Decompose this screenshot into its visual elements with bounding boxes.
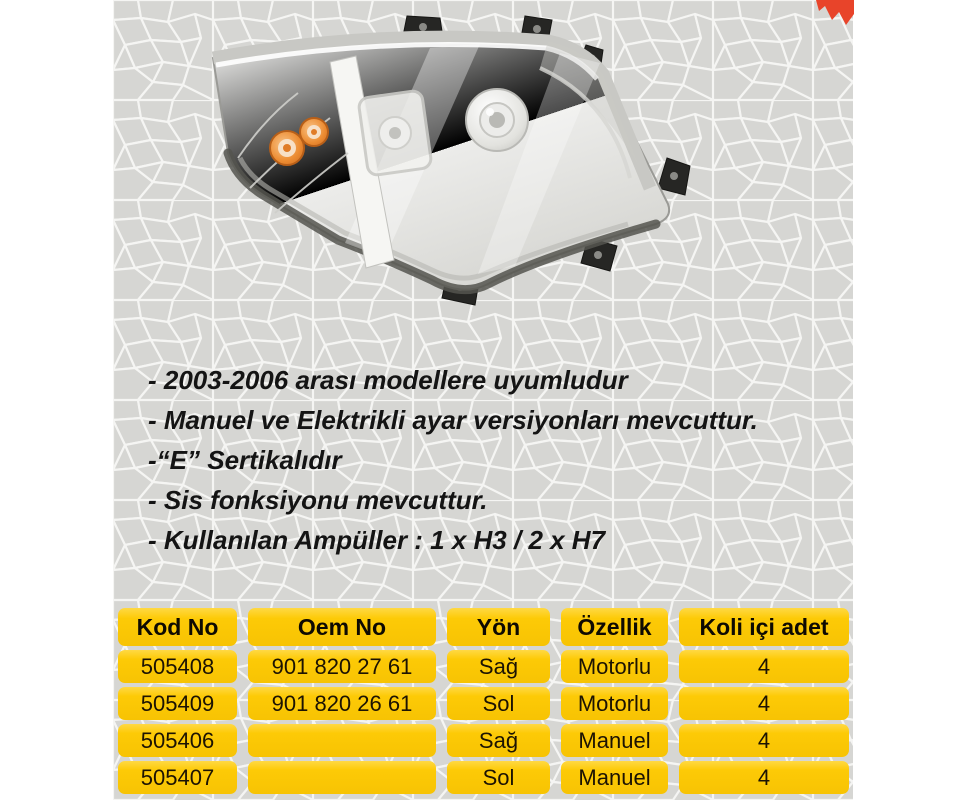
- col-header-koli-ici-adet: Koli içi adet: [679, 608, 849, 646]
- table-cell-ozellik: Manuel: [561, 761, 668, 794]
- feature-item: - Manuel ve Elektrikli ayar versiyonları mevcuttur.: [148, 404, 758, 435]
- table-cell-kod: 505408: [118, 650, 237, 683]
- table-cell-oem: 901 820 27 61: [248, 650, 436, 683]
- table-cell-yon: Sağ: [447, 650, 550, 683]
- headlight-photo: [180, 8, 800, 358]
- corner-logo-fragment: [808, 0, 856, 30]
- table-cell-adet: 4: [679, 687, 849, 720]
- table-cell-kod: 505407: [118, 761, 237, 794]
- table-cell-yon: Sağ: [447, 724, 550, 757]
- low-beam-optic: [358, 90, 432, 176]
- feature-item: -“E” Sertikalıdır: [148, 444, 342, 475]
- table-cell-ozellik: Motorlu: [561, 687, 668, 720]
- col-header-yon: Yön: [447, 608, 550, 646]
- col-header-oem-no: Oem No: [248, 608, 436, 646]
- table-cell-kod: 505406: [118, 724, 237, 757]
- table-cell-yon: Sol: [447, 761, 550, 794]
- table-cell-kod: 505409: [118, 687, 237, 720]
- table-cell-ozellik: Motorlu: [561, 650, 668, 683]
- table-cell-adet: 4: [679, 724, 849, 757]
- col-header-kod-no: Kod No: [118, 608, 237, 646]
- table-cell-yon: Sol: [447, 687, 550, 720]
- table-cell-adet: 4: [679, 650, 849, 683]
- projector-lens: [466, 89, 528, 151]
- table-cell-oem: [248, 724, 436, 757]
- table-cell-adet: 4: [679, 761, 849, 794]
- table-cell-oem: [248, 761, 436, 794]
- parts-table: [118, 608, 849, 794]
- feature-item: - 2003-2006 arası modellere uyumludur: [148, 364, 628, 395]
- table-cell-ozellik: Manuel: [561, 724, 668, 757]
- table-cell-oem: 901 820 26 61: [248, 687, 436, 720]
- feature-item: - Sis fonksiyonu mevcuttur.: [148, 484, 488, 515]
- col-header-ozellik: Özellik: [561, 608, 668, 646]
- feature-list: [148, 360, 758, 560]
- feature-item: - Kullanılan Ampüller : 1 x H3 / 2 x H7: [148, 524, 606, 555]
